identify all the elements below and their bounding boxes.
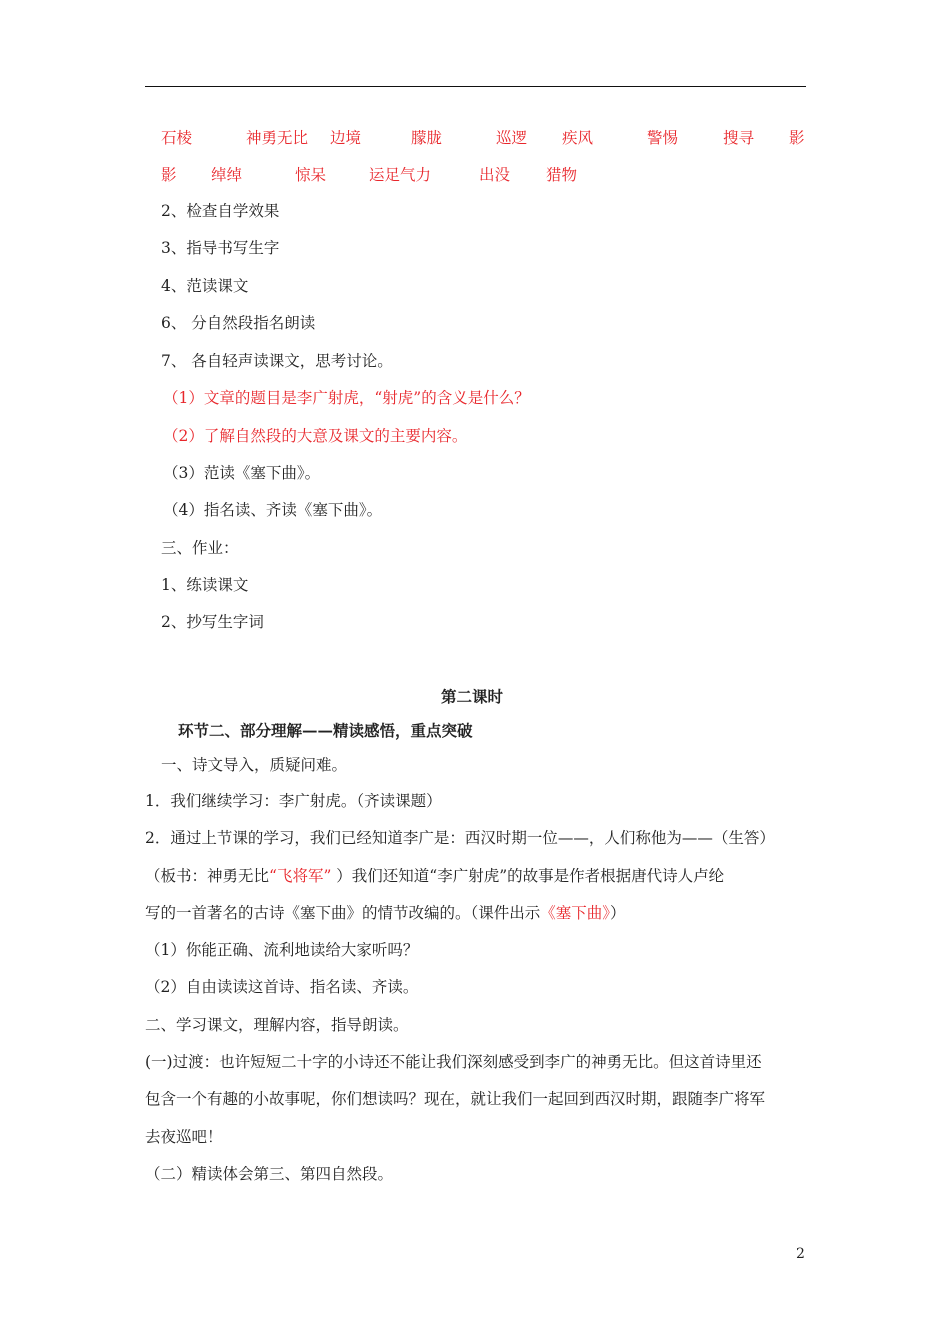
paragraph-text: 写的一首著名的古诗《塞下曲》的情节改编的。（课件出示 (145, 904, 541, 922)
step-line: 7、 各自轻声读课文，思考讨论。 (161, 352, 393, 370)
step-line: 6、 分自然段指名朗读 (161, 314, 316, 332)
paragraph-text: （板书：神勇无比 (145, 867, 270, 885)
vocab-word: 猎物 (546, 166, 578, 184)
page-number: 2 (796, 1246, 805, 1262)
vocab-word: 边境 (330, 129, 362, 147)
header-rule (145, 86, 806, 87)
highlight-text: 《塞下曲》 (540, 904, 611, 922)
vocab-word: 巡逻 (496, 129, 528, 147)
paragraph-text: ）我们还知道“李广射虎”的故事是作者根据唐代诗人卢纶 (331, 867, 725, 885)
vocab-word: 影 (789, 129, 805, 147)
paragraph-line (145, 902, 626, 924)
step-line: 3、指导书写生字 (161, 239, 280, 257)
highlight-text: “飞将军” (269, 867, 332, 885)
question-line: （1）文章的题目是李广射虎，“射虎”的含义是什么？ (163, 389, 530, 407)
vocab-word: 惊呆 (295, 166, 327, 184)
step-line: 4、范读课文 (161, 277, 249, 295)
vocab-word: 绰绰 (211, 166, 243, 184)
paragraph-line: （二）精读体会第三、第四自然段。 (145, 1165, 394, 1183)
paragraph-line: （1）你能正确、流利地读给大家听吗？ (145, 941, 419, 959)
paragraph-line: (一)过渡：也许短短二十字的小诗还不能让我们深刻感受到李广的神勇无比。但这首诗里还 (145, 1053, 762, 1071)
paragraph-line: 去夜巡吧！ (145, 1128, 223, 1146)
question-line: （2）了解自然段的大意及课文的主要内容。 (163, 427, 468, 445)
vocab-word: 朦胧 (411, 129, 443, 147)
paragraph-line: 包含一个有趣的小故事呢，你们想读吗？现在，就让我们一起回到西汉时期，跟随李广将军 (145, 1090, 766, 1108)
step-line: 2、抄写生字词 (161, 613, 264, 631)
vocab-word: 运足气力 (369, 166, 432, 184)
lesson-title: 第二课时 (441, 687, 504, 706)
vocab-word: 神勇无比 (246, 129, 309, 147)
vocab-word: 搜寻 (723, 129, 755, 147)
lesson-subtitle: 环节二、部分理解——精读感悟，重点突破 (178, 721, 473, 740)
paragraph-text: ） (610, 904, 626, 922)
vocab-word: 出没 (479, 166, 511, 184)
paragraph-line: （2）自由读读这首诗、指名读、齐读。 (145, 978, 419, 996)
vocab-word: 疾风 (562, 129, 594, 147)
question-line: （3）范读《塞下曲》。 (163, 464, 321, 482)
vocab-word: 石棱 (161, 129, 193, 147)
vocab-word: 警惕 (647, 129, 679, 147)
paragraph-line: 2．通过上节课的学习，我们已经知道李广是：西汉时期一位——，人们称他为——（生答） (145, 829, 775, 847)
step-line: 2、检查自学效果 (161, 202, 280, 220)
question-line: （4）指名读、齐读《塞下曲》。 (163, 501, 383, 519)
section-heading: 三、作业： (161, 539, 239, 557)
vocab-word: 影 (161, 166, 177, 184)
paragraph-line: 1．我们继续学习：李广射虎。（齐读课题） (145, 792, 442, 810)
paragraph-line: 一、诗文导入，质疑问难。 (161, 756, 348, 774)
step-line: 1、练读课文 (161, 576, 249, 594)
paragraph-line: 二、学习课文，理解内容，指导朗读。 (145, 1016, 409, 1034)
paragraph-line (145, 865, 724, 887)
